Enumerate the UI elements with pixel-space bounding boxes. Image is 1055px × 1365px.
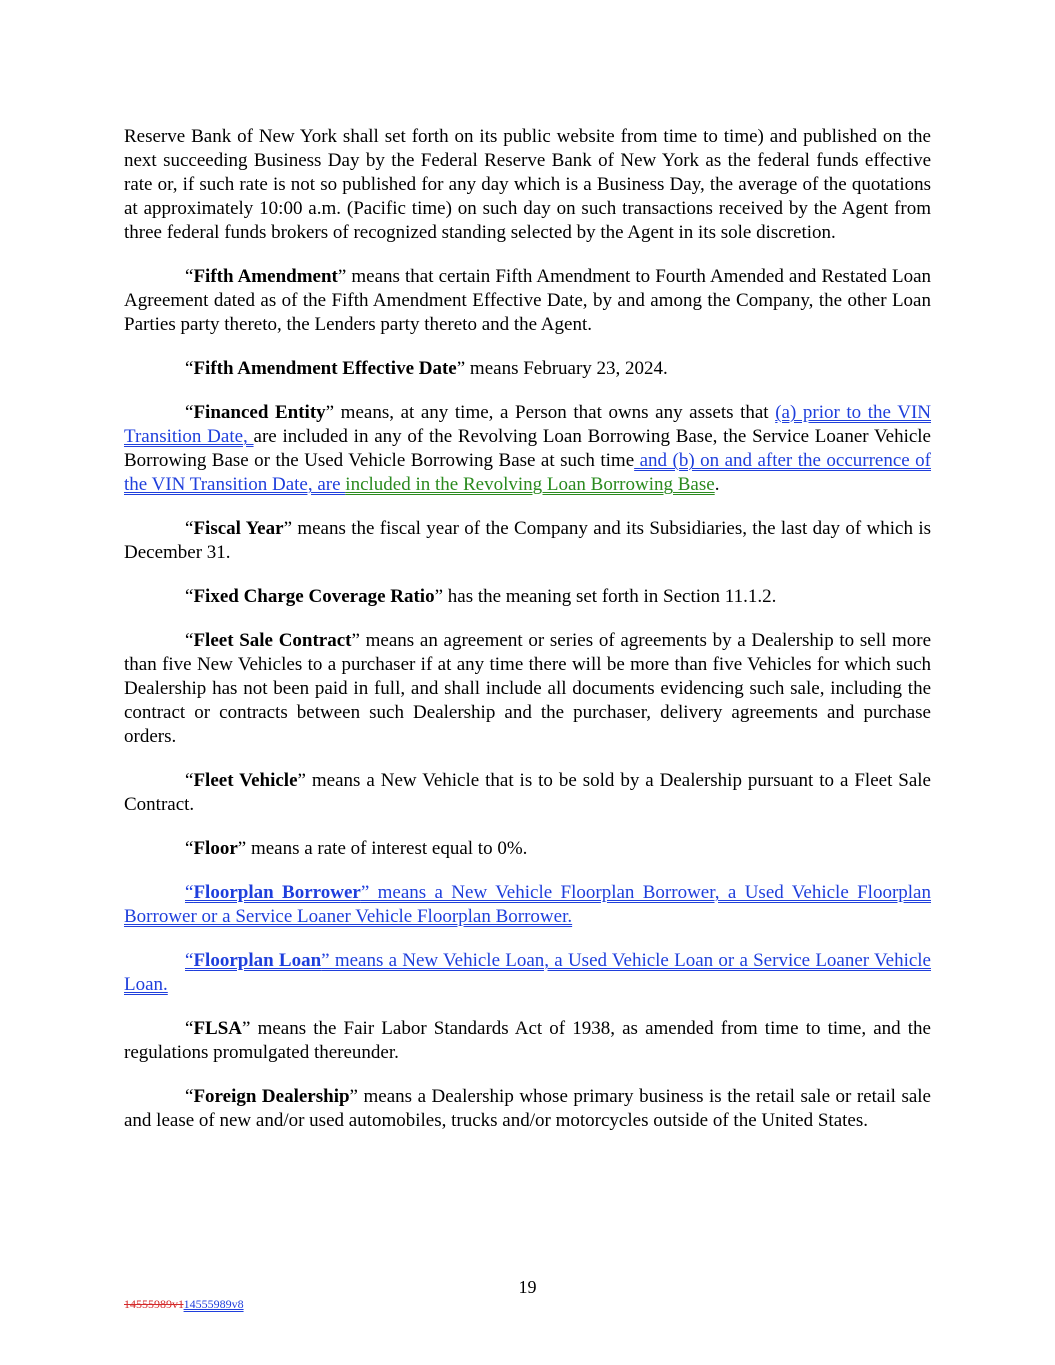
definition-foreign-dealership (124, 1085, 931, 1133)
document-id-current: 14555989v8 (183, 1297, 244, 1311)
definition-text: ” means, at any time, a Person that owns any assets that (325, 402, 776, 423)
defined-term: Floor (193, 838, 238, 859)
inserted-text: and (b) on and after the occurrence of the VIN Transition Date, are (124, 450, 931, 495)
definition-floorplan-loan-inserted (124, 949, 931, 997)
definition-text: ” means a Dealership whose primary business is the retail sale or retail sale and lease of new and/or used automobiles, trucks and/or motorcycles outside of the United States. (124, 1086, 931, 1131)
document-id-deleted: 14555989v1 (124, 1297, 184, 1311)
definition-text: ” means the fiscal year of the Company and its Subsidiaries, the last day of which is December 31. (124, 518, 931, 563)
moved-text: included in the Revolving Loan Borrowing Base (345, 474, 715, 495)
inserted-text: (a) prior to the VIN Transition Date, (124, 402, 931, 447)
open-quote: “ (185, 1018, 194, 1039)
defined-term: Fixed Charge Coverage Ratio (193, 586, 435, 607)
definition-text: ” means that certain Fifth Amendment to Fourth Amended and Restated Loan Agreement dated as of the Fifth Amendment Effective Date, by and among the Company, the other Loan Parties party thereto, the Lenders party thereto and the Agent. (124, 266, 932, 335)
open-quote: “ (185, 838, 194, 859)
open-quote: “ (185, 518, 194, 539)
open-quote: “ (185, 770, 194, 791)
open-quote: “ (185, 402, 194, 423)
definition-text: ” means a New Vehicle Loan, a Used Vehicle Loan or a Service Loaner Vehicle Loan. (124, 950, 931, 995)
defined-term: Foreign Dealership (193, 1086, 350, 1107)
open-quote: “ (185, 586, 194, 607)
defined-term: Fleet Vehicle (193, 770, 298, 791)
definition-text: ” has the meaning set forth in Section 11.1.2. (434, 586, 777, 607)
definition-floorplan-borrower-inserted (124, 881, 931, 929)
paragraph-continuation: Reserve Bank of New York shall set forth on its public website from time to time) and published on the next succeeding Business Day by the Federal Reserve Bank of New York as the federal funds effective rate or, if such rate is not so published for any day which is a Business Day, the average of the quotations at approximately 10:00 a.m. (Pacific time) on such day on such transactions received by the Agent from three federal funds brokers of recognized standing selected by the Agent in its sole discretion. (124, 126, 931, 243)
definition-fifth-amendment (124, 265, 931, 337)
definition-text: are included in any of the Revolving Loan Borrowing Base, the Service Loaner Vehicle Borrowing Base or the Used Vehicle Borrowing Base at such time (124, 426, 931, 471)
definition-text: ” means February 23, 2024. (456, 358, 668, 379)
page-number: 19 (518, 1277, 537, 1297)
open-quote: “ (185, 358, 194, 379)
definition-floor (124, 837, 931, 861)
defined-term: Fifth Amendment (193, 266, 338, 287)
definition-end: . (714, 474, 720, 495)
open-quote: “ (185, 1086, 194, 1107)
document-body (124, 125, 931, 1153)
definition-financed-entity (124, 401, 931, 497)
defined-term: Floorplan Loan (193, 950, 322, 971)
definition-text: ” means an agreement or series of agreements by a Dealership to sell more than five New Vehicles to a purchaser if at any time there will be more than five Vehicles for which such Dealership has not been paid in full, and shall include all documents evidencing such sale, including the contract or contracts between such Dealership and the purchaser, delivery agreements and purchase orders. (124, 630, 931, 747)
definition-text: ” means a rate of interest equal to 0%. (237, 838, 528, 859)
definition-fleet-sale-contract (124, 629, 931, 749)
definition-fleet-vehicle (124, 769, 931, 817)
definition-flsa (124, 1017, 931, 1065)
open-quote: “ (185, 266, 194, 287)
defined-term: Financed Entity (193, 402, 326, 423)
definition-text: ” means the Fair Labor Standards Act of 1938, as amended from time to time, and the regulations promulgated thereunder. (124, 1018, 931, 1063)
defined-term: FLSA (193, 1018, 243, 1039)
definition-text: ” means a New Vehicle that is to be sold by a Dealership pursuant to a Fleet Sale Contract. (124, 770, 931, 815)
definition-text: ” means a New Vehicle Floorplan Borrower, a Used Vehicle Floorplan Borrower or a Service Loaner Vehicle Floorplan Borrower. (124, 882, 931, 927)
definition-fiscal-year (124, 517, 931, 565)
document-id (124, 1297, 244, 1311)
definition-fifth-amendment-effective-date (124, 357, 931, 381)
definition-fixed-charge-coverage-ratio (124, 585, 931, 609)
defined-term: Floorplan Borrower (193, 882, 361, 903)
defined-term: Fiscal Year (193, 518, 284, 539)
open-quote: “ (185, 950, 194, 971)
defined-term: Fifth Amendment Effective Date (193, 358, 457, 379)
defined-term: Fleet Sale Contract (193, 630, 352, 651)
open-quote: “ (185, 882, 194, 903)
open-quote: “ (185, 630, 194, 651)
